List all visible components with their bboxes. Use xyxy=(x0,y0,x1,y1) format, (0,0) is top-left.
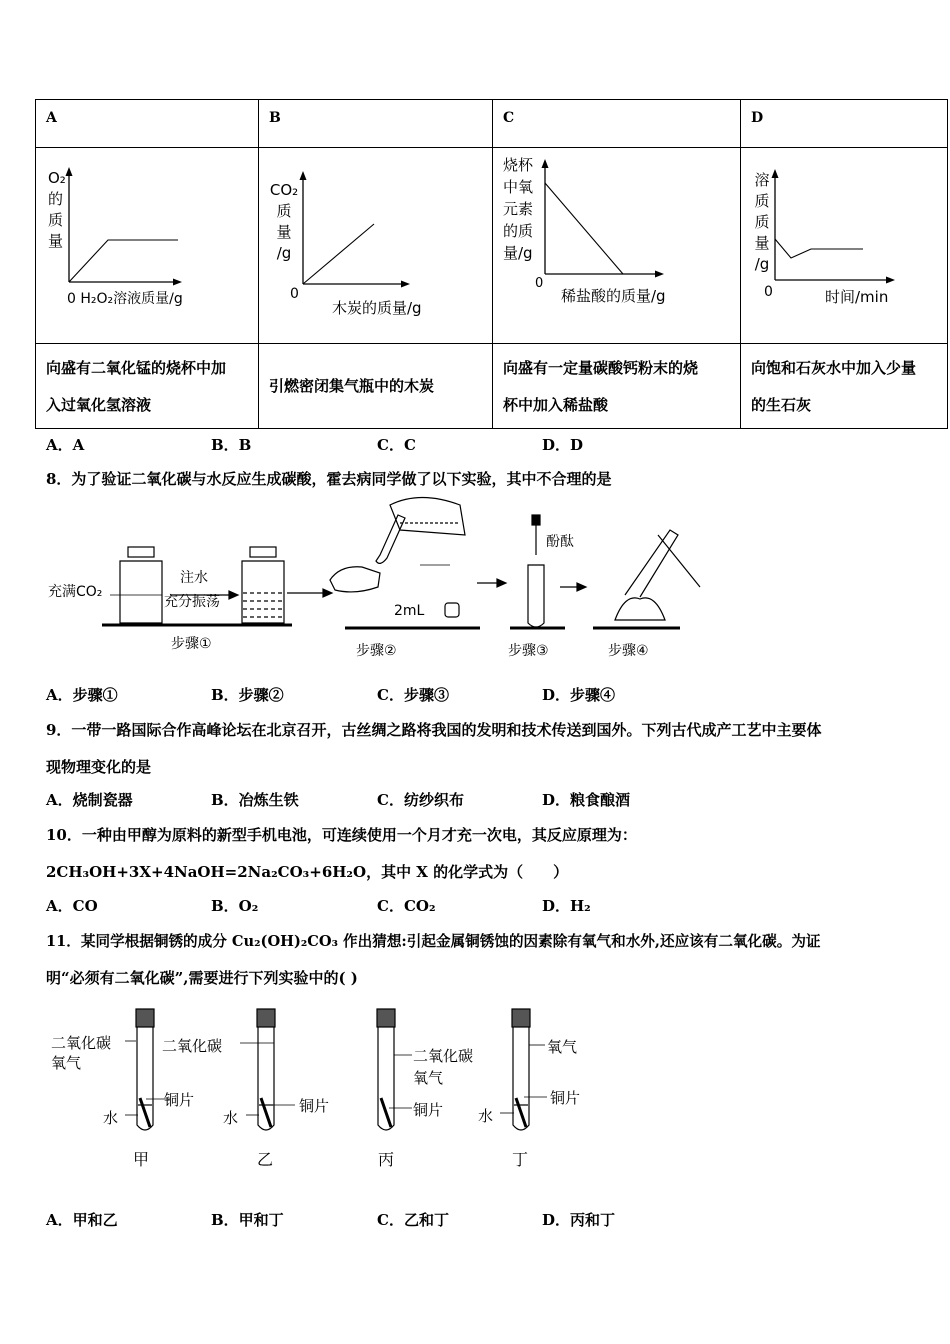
y-label: 元素 xyxy=(503,200,534,218)
header-d: D xyxy=(741,100,948,148)
chart-a xyxy=(36,148,259,344)
q10-stem-line1: 10．一种由甲醇为原料的新型手机电池，可连续使用一个月才充一次电，其反应原理为： xyxy=(46,826,637,844)
y-label: 质 xyxy=(754,192,770,210)
desc-line: 引燃密闭集气瓶中的木炭 xyxy=(269,377,435,395)
label-2ml: 2mL xyxy=(394,603,425,619)
y-label: 质 xyxy=(754,213,770,231)
option-d[interactable]: D．H₂ xyxy=(542,897,591,915)
q9-stem-line1: 9．一带一路国际合作高峰论坛在北京召开，古丝绸之路将我国的发明和技术传送到国外。下列古代成产工艺中主要体 xyxy=(46,721,822,739)
description-c xyxy=(493,344,741,429)
tube-name-yi: 乙 xyxy=(257,1150,274,1169)
label-o2: 氧气 xyxy=(51,1054,82,1072)
desc-line: 入过氧化氢溶液 xyxy=(46,396,152,414)
label-copper: 铜片 xyxy=(164,1091,195,1109)
option-c[interactable]: C．乙和丁 xyxy=(377,1211,449,1229)
label-step-1: 步骤① xyxy=(171,636,212,652)
y-label: 量 xyxy=(48,232,64,250)
y-label: 烧杯 xyxy=(503,156,534,174)
x-label: 时间/min xyxy=(825,288,889,306)
y-label: 中氧 xyxy=(503,178,534,196)
chart-b xyxy=(259,148,493,344)
option-a[interactable]: A．甲和乙 xyxy=(46,1211,118,1229)
x-label: 0 H₂O₂溶液质量/g xyxy=(67,291,183,307)
label-shake: 充分振荡 xyxy=(164,594,220,610)
q10-equation: 2CH₃OH+3X+4NaOH=2Na₂CO₃+6H₂O，其中 X 的化学式为（ ） xyxy=(46,863,569,881)
y-label: 的 xyxy=(48,190,64,208)
chart-d xyxy=(741,148,948,344)
desc-line: 向饱和石灰水中加入少量 xyxy=(751,359,917,377)
y-label: 溶 xyxy=(754,171,770,189)
label-co2: 二氧化碳 xyxy=(413,1047,474,1065)
y-label: 质 xyxy=(48,211,64,229)
desc-line: 向盛有二氧化锰的烧杯中加 xyxy=(46,359,227,377)
q7-options-table xyxy=(35,99,948,429)
tube-name-jia: 甲 xyxy=(133,1150,150,1169)
option-d[interactable]: D．粮食酿酒 xyxy=(542,791,631,809)
option-b[interactable]: B．冶炼生铁 xyxy=(211,791,299,809)
option-d[interactable]: D．D xyxy=(542,436,584,454)
q11-stem-line1: 11．某同学根据铜锈的成分 Cu₂(OH)₂CO₃ 作出猜想:引起金属铜锈蚀的因素除有氧气和水外,还应该有二氧化碳。为证 xyxy=(46,933,821,950)
label-water: 水 xyxy=(223,1109,239,1127)
label-copper: 铜片 xyxy=(550,1089,581,1107)
tube-name-ding: 丁 xyxy=(512,1150,529,1169)
option-b[interactable]: B．O₂ xyxy=(211,897,259,915)
q8-figure xyxy=(40,495,720,675)
option-a[interactable]: A．CO xyxy=(46,897,98,915)
option-a[interactable]: A．步骤① xyxy=(46,686,118,704)
option-c[interactable]: C．CO₂ xyxy=(377,897,436,915)
x-label: 稀盐酸的质量/g xyxy=(561,287,666,305)
description-d xyxy=(741,344,948,429)
label-water: 水 xyxy=(478,1107,494,1125)
q11-figure xyxy=(40,1005,600,1175)
chart-a-axes xyxy=(36,148,259,344)
label-o2: 氧气 xyxy=(547,1038,578,1056)
x-label: 木炭的质量/g xyxy=(332,299,422,317)
header-c: C xyxy=(493,100,741,148)
header-b: B xyxy=(259,100,493,148)
desc-line: 的生石灰 xyxy=(751,396,812,414)
label-o2: 氧气 xyxy=(413,1069,444,1087)
chart-c xyxy=(493,148,741,344)
q8-stem: 8．为了验证二氧化碳与水反应生成碳酸，霍去病同学做了以下实验，其中不合理的是 xyxy=(46,470,612,488)
label-copper: 铜片 xyxy=(299,1097,330,1115)
option-a[interactable]: A．A xyxy=(46,436,85,454)
origin: 0 xyxy=(290,286,299,302)
option-b[interactable]: B．步骤② xyxy=(211,686,284,704)
option-b[interactable]: B．B xyxy=(211,436,252,454)
description-a xyxy=(36,344,259,429)
y-label: 量 xyxy=(276,223,292,241)
y-label: O₂ xyxy=(48,169,66,187)
desc-line: 杯中加入稀盐酸 xyxy=(503,396,609,414)
label-add-water: 注水 xyxy=(180,570,208,586)
q9-stem-line2: 现物理变化的是 xyxy=(46,758,152,776)
header-a: A xyxy=(36,100,259,148)
option-c[interactable]: C．纺纱织布 xyxy=(377,791,464,809)
label-filled-co2: 充满CO₂ xyxy=(48,584,103,600)
option-c[interactable]: C．步骤③ xyxy=(377,686,449,704)
description-b xyxy=(259,344,493,429)
y-label: 量 xyxy=(754,234,770,252)
origin: 0 xyxy=(535,276,544,291)
label-step-3: 步骤③ xyxy=(508,643,549,659)
tube-name-bing: 丙 xyxy=(378,1150,395,1169)
origin: 0 xyxy=(764,284,773,300)
option-a[interactable]: A．烧制瓷器 xyxy=(46,791,133,809)
y-label: 量/g xyxy=(503,244,533,262)
y-label: 的质 xyxy=(503,222,534,240)
y-label: /g xyxy=(754,255,770,273)
option-c[interactable]: C．C xyxy=(377,436,416,454)
label-step-4: 步骤④ xyxy=(608,643,649,659)
q11-stem-line2: 明“必须有二氧化碳”,需要进行下列实验中的( ) xyxy=(46,969,358,987)
y-label: 质 xyxy=(276,202,292,220)
label-step-2: 步骤② xyxy=(356,643,397,659)
label-water: 水 xyxy=(103,1109,119,1127)
option-d[interactable]: D．步骤④ xyxy=(542,686,616,704)
label-copper: 铜片 xyxy=(413,1101,444,1119)
option-b[interactable]: B．甲和丁 xyxy=(211,1211,284,1229)
label-phenolphthalein: 酚酞 xyxy=(546,534,574,550)
option-d[interactable]: D．丙和丁 xyxy=(542,1211,616,1229)
desc-line: 向盛有一定量碳酸钙粉末的烧 xyxy=(503,359,699,377)
label-co2: 二氧化碳 xyxy=(162,1037,223,1055)
y-label: /g xyxy=(276,244,292,262)
label-co2: 二氧化碳 xyxy=(51,1034,112,1052)
y-label: CO₂ xyxy=(269,181,299,199)
